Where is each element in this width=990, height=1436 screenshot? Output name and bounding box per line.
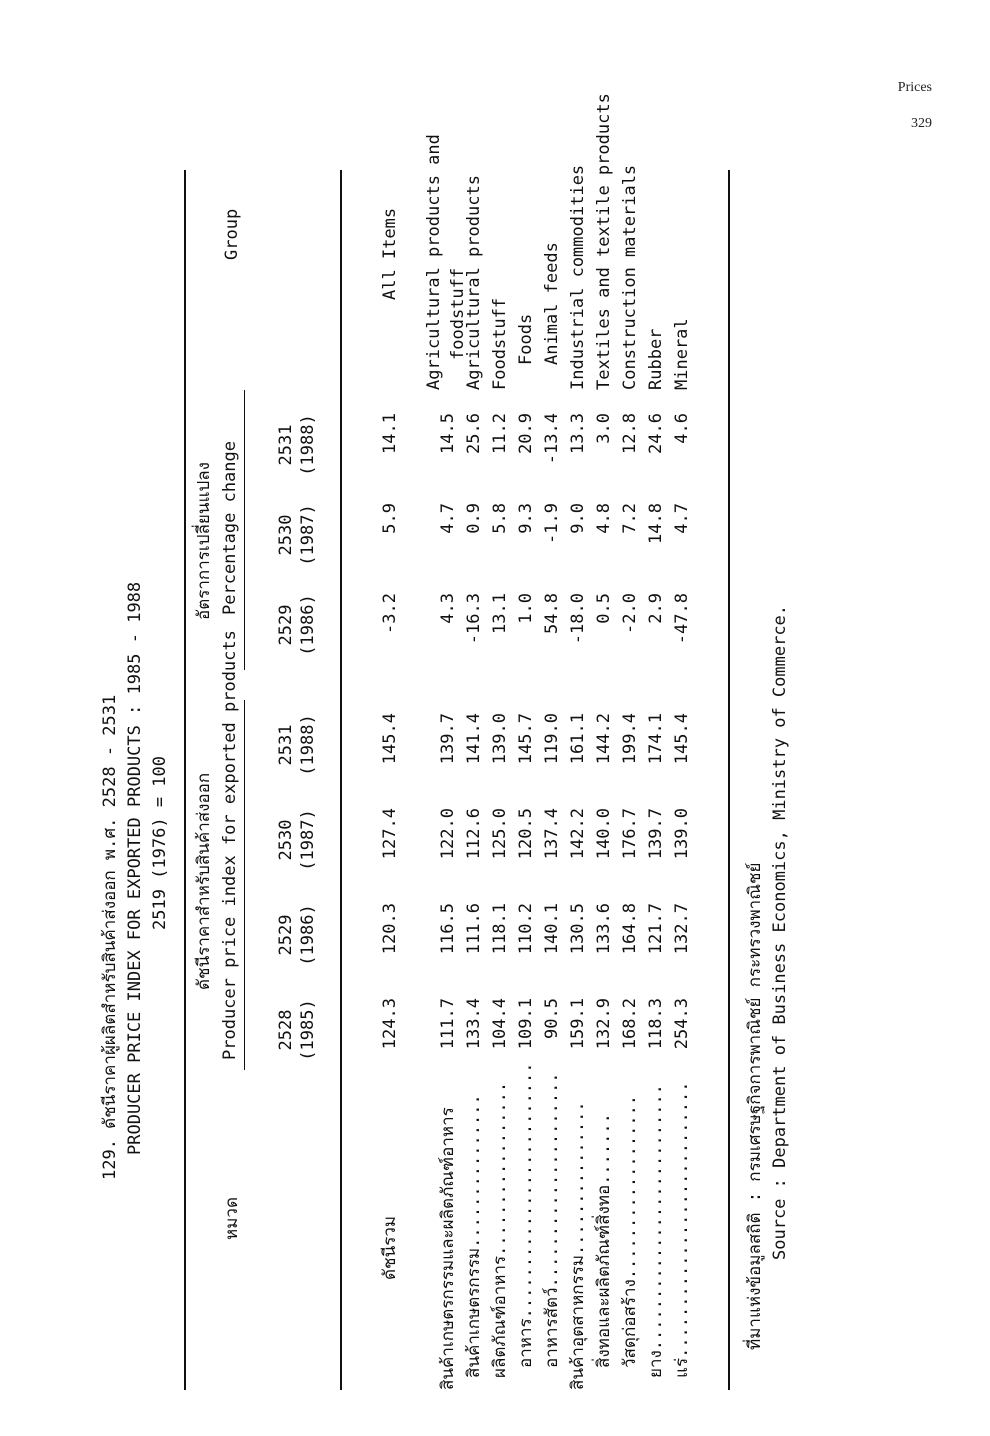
source-thai: ที่มาแห่งข้อมูลสถิติ : กรมเศรษฐกิจการพาณิชย์ กระทรวงพาณิชย์ [745,862,765,1350]
row-ppi-value: 140.1 [542,903,562,955]
row-label-english: Foodstuff [490,297,510,390]
pct-header-thai: อัตราการเปลี่ยนแปลง [194,462,214,620]
all-items-ppi-1988: 145.4 [380,713,400,765]
row-ppi-value: 122.0 [438,808,458,860]
row-ppi-value: 139.7 [646,808,666,860]
all-items-ppi-1987: 127.4 [380,808,400,860]
ppi-year-ce: (1986) [298,904,318,966]
pct-year-be: 2531 [276,424,296,466]
row-label-thai: อาหาร......................... [516,1062,536,1368]
row-label-english: Agricultural products [464,175,484,390]
row-pct-change: -2.0 [620,593,640,634]
row-ppi-value: 112.6 [464,808,484,860]
row-pct-change: 3.0 [594,413,614,444]
row-ppi-value: 159.1 [568,998,588,1050]
table-header-rule [340,170,342,1390]
row-label-thai: สินค้าเกษตรกรรมและผลิตภัณฑ์อาหาร [438,1107,458,1390]
pct-header-underline [244,390,245,670]
row-pct-change: 2.9 [646,593,666,624]
row-pct-change: 4.6 [672,413,692,444]
row-ppi-value: 90.5 [542,998,562,1039]
row-ppi-value: 111.6 [464,903,484,955]
row-ppi-value: 120.5 [516,808,536,860]
row-ppi-value: 132.7 [672,903,692,955]
row-pct-change: 11.2 [490,413,510,454]
row-pct-change: 14.5 [438,413,458,454]
row-label-english: Construction materials [620,164,640,390]
row-ppi-value: 116.5 [438,903,458,955]
ppi-header-english: Producer price index for exported products [220,630,240,1060]
row-pct-change: -18.0 [568,593,588,645]
ppi-header-thai: ดัชนีราคาสำหรับสินค้าส่งออก [194,772,214,990]
row-label-english: Animal feeds [542,242,562,365]
page-section-label: Prices [897,80,932,95]
row-ppi-value: 254.3 [672,998,692,1050]
table-title-thai: 129. ดัชนีราคาผู้ผลิตสำหรับสินค้าส่งออก พ.ศ. 2528 - 2531 [100,694,120,1180]
all-items-pct-1986: -3.2 [380,593,400,634]
row-ppi-value: 168.2 [620,998,640,1050]
row-pct-change: 14.8 [646,503,666,544]
row-pct-change: 0.9 [464,503,484,534]
row-pct-change: 5.8 [490,503,510,534]
row-ppi-value: 176.7 [620,808,640,860]
page-number: 329 [911,116,932,131]
all-items-label-english: All Items [380,207,400,300]
pct-year-ce: (1986) [298,594,318,656]
all-items-pct-1987: 5.9 [380,503,400,534]
row-ppi-value: 199.4 [620,713,640,765]
pct-header-english: Percentage change [220,441,240,615]
row-ppi-value: 142.2 [568,808,588,860]
row-label-thai: สินค้าอุตสาหกรรม............... [568,1101,588,1390]
row-pct-change: 9.0 [568,503,588,534]
row-ppi-value: 121.7 [646,903,666,955]
row-ppi-value: 161.1 [568,713,588,765]
row-label-thai: อาหารสัตว์..................... [542,1072,562,1368]
row-ppi-value: 133.6 [594,903,614,955]
pct-year-be: 2530 [276,514,296,556]
row-pct-change: 54.8 [542,593,562,634]
row-ppi-value: 145.4 [672,713,692,765]
row-pct-change: 4.7 [672,503,692,534]
group-header-thai: หมวด [222,1197,242,1240]
group-header-english: Group [222,208,242,260]
all-items-ppi-1985: 124.3 [380,998,400,1050]
table-top-rule [184,170,186,1390]
row-pct-change: 12.8 [620,413,640,454]
row-ppi-value: 132.9 [594,998,614,1050]
row-pct-change: 4.7 [438,503,458,534]
pct-year-be: 2529 [276,604,296,646]
row-label-english: Mineral [672,318,692,390]
ppi-year-be: 2529 [276,914,296,956]
row-ppi-value: 111.7 [438,998,458,1050]
row-pct-change: 0.5 [594,593,614,624]
row-pct-change: -1.9 [542,503,562,544]
row-pct-change: 4.3 [438,593,458,624]
row-pct-change: -16.3 [464,593,484,645]
ppi-year-ce: (1987) [298,809,318,871]
row-label-thai: ผลิตภัณฑ์อาหาร................. [490,1081,510,1378]
rotated-table-page [80,93,790,1390]
ppi-year-be: 2530 [276,819,296,861]
row-label-thai: แร่........................... [672,1081,692,1378]
row-ppi-value: 133.4 [464,998,484,1050]
row-label-thai: วัสดุก่อสร้าง.................. [620,1094,640,1368]
row-ppi-value: 110.2 [516,903,536,955]
row-label-english-line2: foodstuff [448,267,468,360]
source-english: Source : Department of Business Economics, Ministry of Commerce. [770,604,790,1260]
row-ppi-value: 144.2 [594,713,614,765]
all-items-ppi-1986: 120.3 [380,903,400,955]
row-label-english: Rubber [646,328,666,390]
pct-year-ce: (1988) [298,414,318,476]
row-ppi-value: 119.0 [542,713,562,765]
ppi-year-ce: (1988) [298,714,318,776]
row-pct-change: 7.2 [620,503,640,534]
ppi-year-be: 2531 [276,724,296,766]
row-ppi-value: 139.7 [438,713,458,765]
row-label-english: Agricultural products and [424,134,444,390]
ppi-header-underline [244,700,245,1070]
row-pct-change: 13.1 [490,593,510,634]
row-pct-change: 24.6 [646,413,666,454]
row-ppi-value: 109.1 [516,998,536,1050]
row-pct-change: 25.6 [464,413,484,454]
row-ppi-value: 174.1 [646,713,666,765]
row-ppi-value: 145.7 [516,713,536,765]
table-base-year: 2519 (1976) = 100 [150,756,170,930]
row-pct-change: -47.8 [672,593,692,645]
row-ppi-value: 140.0 [594,808,614,860]
row-ppi-value: 141.4 [464,713,484,765]
row-label-thai: ยาง.......................... [646,1084,666,1378]
row-label-english: Foods [516,313,536,365]
row-pct-change: -13.4 [542,413,562,465]
table-title-english: PRODUCER PRICE INDEX FOR EXPORTED PRODUCTS : 1985 - 1988 [125,581,145,1155]
ppi-year-ce: (1985) [298,999,318,1061]
row-pct-change: 13.3 [568,413,588,454]
row-ppi-value: 137.4 [542,808,562,860]
row-ppi-value: 125.0 [490,808,510,860]
row-label-english: Textiles and textile products [594,93,614,390]
row-pct-change: 9.3 [516,503,536,534]
row-label-english: Industrial commodities [568,164,588,390]
row-ppi-value: 164.8 [620,903,640,955]
all-items-pct-1988: 14.1 [380,413,400,454]
row-ppi-value: 139.0 [672,808,692,860]
row-label-thai: สิ่งทอและผลิตภัณฑ์สิ่งทอ....... [594,1113,614,1368]
row-ppi-value: 118.1 [490,903,510,955]
row-ppi-value: 104.4 [490,998,510,1050]
row-pct-change: 1.0 [516,593,536,624]
table-bottom-rule [728,170,730,1390]
row-pct-change: 20.9 [516,413,536,454]
ppi-year-be: 2528 [276,1009,296,1051]
pct-year-ce: (1987) [298,504,318,566]
row-ppi-value: 139.0 [490,713,510,765]
row-pct-change: 4.8 [594,503,614,534]
row-ppi-value: 130.5 [568,903,588,955]
row-ppi-value: 118.3 [646,998,666,1050]
row-label-thai: สินค้าเกษตรกรรม............... [464,1094,484,1378]
all-items-label-thai: ดัชนีรวม [380,1215,400,1280]
